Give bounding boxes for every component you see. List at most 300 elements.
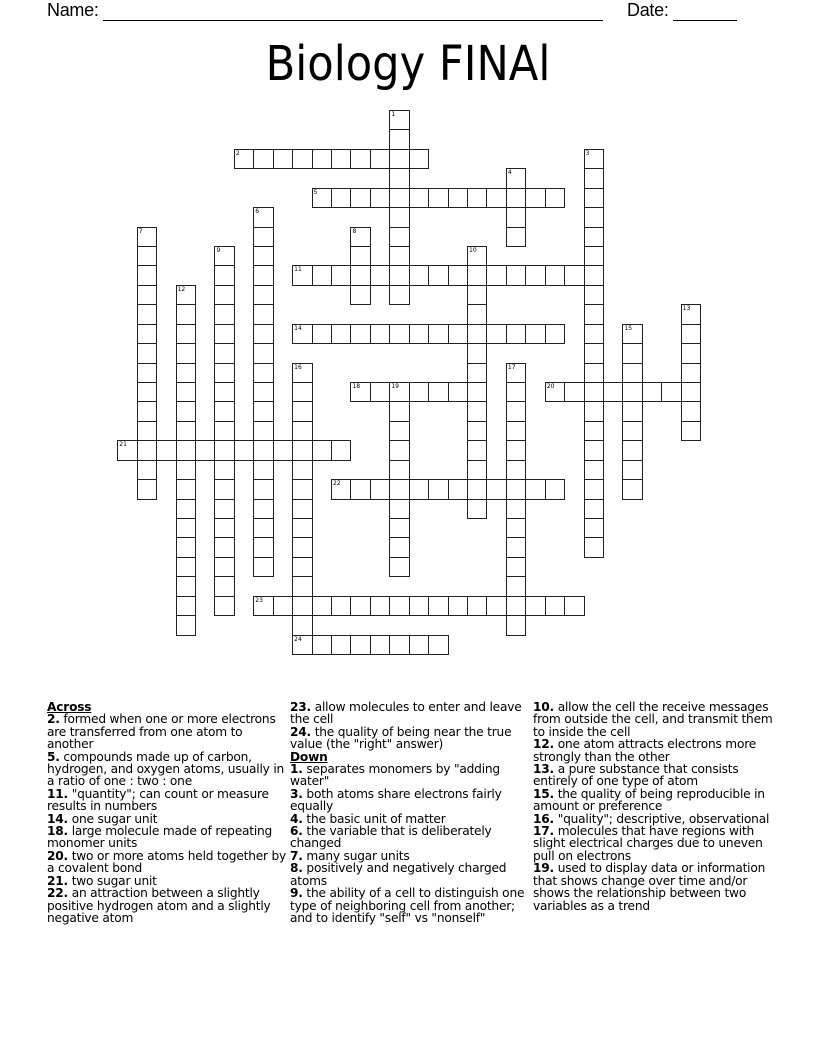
grid-cell[interactable] (525, 479, 545, 499)
grid-cell[interactable] (564, 596, 584, 616)
grid-cell[interactable] (195, 440, 215, 460)
grid-cell[interactable] (584, 440, 604, 460)
grid-cell[interactable] (622, 343, 642, 363)
grid-cell[interactable] (389, 518, 409, 538)
clue-number-label: 1. (290, 762, 303, 777)
grid-cell[interactable] (214, 440, 234, 460)
grid-cell[interactable] (506, 401, 526, 421)
grid-cell[interactable] (156, 440, 176, 460)
clue-text: an attraction between a slightly positive hydrogen atom and a slightly negative atom (47, 886, 271, 925)
clue-down-item (290, 887, 535, 924)
grid-cell[interactable] (642, 382, 662, 402)
grid-cell[interactable] (584, 343, 604, 363)
page-title: Biology FINAl (265, 36, 551, 92)
grid-cell[interactable] (253, 246, 273, 266)
grid-cell[interactable] (176, 576, 196, 596)
grid-cell[interactable] (137, 401, 157, 421)
grid-cell[interactable] (350, 479, 370, 499)
grid-cell[interactable] (506, 537, 526, 557)
grid-cell[interactable] (176, 421, 196, 441)
grid-cell[interactable] (214, 401, 234, 421)
grid-cell[interactable] (506, 188, 526, 208)
grid-cell[interactable] (176, 324, 196, 344)
clue-text: "quantity"; can count or measure results in numbers (47, 786, 269, 814)
grid-cell[interactable] (409, 382, 429, 402)
grid-cell[interactable] (214, 324, 234, 344)
grid-cell[interactable] (428, 635, 448, 655)
grid-cell[interactable] (506, 324, 526, 344)
grid-cell[interactable] (253, 499, 273, 519)
clue-number: 13 (682, 305, 691, 313)
grid-cell[interactable] (350, 246, 370, 266)
grid-cell[interactable] (389, 110, 409, 130)
grid-cell[interactable] (681, 324, 701, 344)
grid-cell[interactable] (253, 382, 273, 402)
grid-cell[interactable] (622, 421, 642, 441)
grid-cell[interactable] (467, 324, 487, 344)
grid-cell[interactable] (331, 479, 351, 499)
grid-cell[interactable] (331, 265, 351, 285)
grid-cell[interactable] (176, 460, 196, 480)
grid-cell[interactable] (312, 188, 332, 208)
grid-cell[interactable] (584, 401, 604, 421)
grid-cell[interactable] (137, 382, 157, 402)
grid-cell[interactable] (253, 207, 273, 227)
grid-cell[interactable] (428, 596, 448, 616)
grid-cell[interactable] (350, 149, 370, 169)
grid-cell[interactable] (486, 324, 506, 344)
grid-cell[interactable] (622, 479, 642, 499)
grid-cell[interactable] (467, 246, 487, 266)
grid-cell[interactable] (253, 518, 273, 538)
grid-cell[interactable] (448, 596, 468, 616)
grid-cell[interactable] (467, 285, 487, 305)
grid-cell[interactable] (506, 460, 526, 480)
grid-cell[interactable] (350, 635, 370, 655)
grid-cell[interactable] (176, 479, 196, 499)
grid-cell[interactable] (389, 382, 409, 402)
grid-cell[interactable] (467, 188, 487, 208)
grid-cell[interactable] (389, 129, 409, 149)
grid-cell[interactable] (312, 440, 332, 460)
clues-column-3 (533, 701, 778, 912)
grid-cell[interactable] (486, 596, 506, 616)
grid-cell[interactable] (525, 188, 545, 208)
grid-cell[interactable] (350, 227, 370, 247)
grid-cell[interactable] (467, 479, 487, 499)
clue-text: allow molecules to enter and leave the cell (290, 700, 522, 727)
grid-cell[interactable] (234, 149, 254, 169)
grid-cell[interactable] (584, 537, 604, 557)
grid-cell[interactable] (467, 363, 487, 383)
grid-cell[interactable] (137, 421, 157, 441)
grid-cell[interactable] (681, 304, 701, 324)
grid-cell[interactable] (428, 479, 448, 499)
grid-cell[interactable] (448, 382, 468, 402)
grid-cell[interactable] (584, 518, 604, 538)
grid-cell[interactable] (389, 324, 409, 344)
grid-cell[interactable] (370, 265, 390, 285)
grid-cell[interactable] (292, 440, 312, 460)
grid-cell[interactable] (389, 557, 409, 577)
grid-cell[interactable] (214, 557, 234, 577)
grid-cell[interactable] (350, 324, 370, 344)
grid-cell[interactable] (292, 518, 312, 538)
clue-number: 21 (119, 441, 127, 449)
grid-cell[interactable] (584, 246, 604, 266)
grid-cell[interactable] (545, 188, 565, 208)
grid-cell[interactable] (137, 324, 157, 344)
grid-cell[interactable] (448, 188, 468, 208)
grid-cell[interactable] (176, 304, 196, 324)
grid-cell[interactable] (486, 479, 506, 499)
grid-cell[interactable] (622, 324, 642, 344)
grid-cell[interactable] (389, 227, 409, 247)
grid-cell[interactable] (584, 499, 604, 519)
grid-cell[interactable] (214, 576, 234, 596)
grid-cell[interactable] (428, 188, 448, 208)
grid-cell[interactable] (525, 596, 545, 616)
grid-cell[interactable] (584, 304, 604, 324)
grid-cell[interactable] (661, 382, 681, 402)
grid-cell[interactable] (370, 324, 390, 344)
grid-cell[interactable] (584, 227, 604, 247)
grid-cell[interactable] (389, 265, 409, 285)
grid-cell[interactable] (253, 324, 273, 344)
grid-cell[interactable] (176, 615, 196, 635)
grid-cell[interactable] (389, 285, 409, 305)
grid-cell[interactable] (370, 149, 390, 169)
grid-cell[interactable] (409, 265, 429, 285)
clue-number: 7 (138, 227, 143, 235)
grid-cell[interactable] (370, 596, 390, 616)
grid-cell[interactable] (389, 635, 409, 655)
grid-cell[interactable] (467, 382, 487, 402)
grid-cell[interactable] (681, 363, 701, 383)
grid-cell[interactable] (389, 499, 409, 519)
grid-cell[interactable] (545, 479, 565, 499)
grid-cell[interactable] (214, 518, 234, 538)
grid-cell[interactable] (409, 149, 429, 169)
grid-cell[interactable] (331, 635, 351, 655)
clue-text: used to display data or information that shows change over time and/or shows the relationship between two variables as a trend (533, 861, 766, 913)
grid-cell[interactable] (176, 596, 196, 616)
grid-cell[interactable] (214, 246, 234, 266)
grid-cell[interactable] (176, 440, 196, 460)
grid-cell[interactable] (137, 343, 157, 363)
clue-number-label: 18. (47, 824, 68, 839)
grid-cell[interactable] (681, 401, 701, 421)
grid-cell[interactable] (137, 227, 157, 247)
grid-cell[interactable] (389, 246, 409, 266)
grid-cell[interactable] (467, 440, 487, 460)
grid-cell[interactable] (331, 324, 351, 344)
grid-cell[interactable] (214, 460, 234, 480)
grid-cell[interactable] (428, 382, 448, 402)
grid-cell[interactable] (584, 363, 604, 383)
grid-cell[interactable] (350, 188, 370, 208)
grid-cell[interactable] (292, 537, 312, 557)
grid-cell[interactable] (584, 188, 604, 208)
clue-down-item (290, 862, 535, 887)
grid-cell[interactable] (292, 363, 312, 383)
grid-cell[interactable] (117, 440, 137, 460)
name-label: Name: (47, 0, 99, 20)
grid-cell[interactable] (214, 304, 234, 324)
grid-cell[interactable] (214, 363, 234, 383)
grid-cell[interactable] (137, 460, 157, 480)
grid-cell[interactable] (253, 440, 273, 460)
grid-cell[interactable] (506, 440, 526, 460)
grid-cell[interactable] (525, 324, 545, 344)
grid-cell[interactable] (214, 499, 234, 519)
grid-cell[interactable] (506, 615, 526, 635)
grid-cell[interactable] (622, 440, 642, 460)
grid-cell[interactable] (253, 265, 273, 285)
grid-cell[interactable] (253, 401, 273, 421)
grid-cell[interactable] (253, 363, 273, 383)
grid-cell[interactable] (370, 479, 390, 499)
grid-cell[interactable] (350, 382, 370, 402)
grid-cell[interactable] (292, 265, 312, 285)
grid-cell[interactable] (137, 285, 157, 305)
grid-cell[interactable] (389, 188, 409, 208)
grid-cell[interactable] (253, 421, 273, 441)
grid-cell[interactable] (214, 421, 234, 441)
grid-cell[interactable] (467, 460, 487, 480)
grid-cell[interactable] (681, 343, 701, 363)
grid-cell[interactable] (389, 440, 409, 460)
grid-cell[interactable] (214, 479, 234, 499)
grid-cell[interactable] (214, 285, 234, 305)
grid-cell[interactable] (389, 596, 409, 616)
grid-cell[interactable] (506, 557, 526, 577)
clue-number: 15 (624, 324, 633, 332)
grid-cell[interactable] (428, 324, 448, 344)
grid-cell[interactable] (176, 401, 196, 421)
grid-cell[interactable] (273, 149, 293, 169)
clues-column-1 (47, 701, 292, 924)
grid-cell[interactable] (467, 343, 487, 363)
grid-cell[interactable] (253, 537, 273, 557)
clue-down-item (533, 825, 778, 862)
grid-cell[interactable] (467, 401, 487, 421)
clue-text: the ability of a cell to distinguish one type of neighboring cell from another; and to identify "self" vs "nonself" (290, 886, 525, 925)
grid-cell[interactable] (176, 363, 196, 383)
grid-cell[interactable] (312, 265, 332, 285)
grid-cell[interactable] (214, 537, 234, 557)
clue-text: molecules that have regions with slight electrical charges due to uneven pull on electrons (533, 824, 763, 863)
grid-cell[interactable] (253, 149, 273, 169)
grid-cell[interactable] (331, 188, 351, 208)
grid-cell[interactable] (312, 149, 332, 169)
grid-cell[interactable] (467, 421, 487, 441)
grid-cell[interactable] (331, 596, 351, 616)
clue-number-label: 16. (533, 811, 554, 826)
grid-cell[interactable] (584, 168, 604, 188)
grid-cell[interactable] (428, 265, 448, 285)
grid-cell[interactable] (292, 382, 312, 402)
grid-cell[interactable] (253, 596, 273, 616)
grid-cell[interactable] (467, 499, 487, 519)
grid-cell[interactable] (292, 635, 312, 655)
grid-cell[interactable] (467, 265, 487, 285)
grid-cell[interactable] (448, 265, 468, 285)
grid-cell[interactable] (176, 499, 196, 519)
grid-cell[interactable] (584, 207, 604, 227)
grid-cell[interactable] (331, 440, 351, 460)
grid-cell[interactable] (564, 382, 584, 402)
clue-across-item (47, 850, 292, 875)
grid-cell[interactable] (292, 596, 312, 616)
grid-cell[interactable] (370, 635, 390, 655)
grid-cell[interactable] (525, 265, 545, 285)
grid-cell[interactable] (292, 460, 312, 480)
grid-cell[interactable] (389, 479, 409, 499)
grid-cell[interactable] (409, 635, 429, 655)
grid-cell[interactable] (409, 324, 429, 344)
grid-cell[interactable] (292, 149, 312, 169)
grid-cell[interactable] (214, 343, 234, 363)
grid-cell[interactable] (253, 557, 273, 577)
grid-cell[interactable] (564, 265, 584, 285)
grid-cell[interactable] (409, 596, 429, 616)
grid-cell[interactable] (292, 615, 312, 635)
grid-cell[interactable] (506, 382, 526, 402)
grid-cell[interactable] (506, 499, 526, 519)
grid-cell[interactable] (584, 460, 604, 480)
grid-cell[interactable] (137, 440, 157, 460)
grid-cell[interactable] (409, 479, 429, 499)
grid-cell[interactable] (389, 168, 409, 188)
grid-cell[interactable] (467, 596, 487, 616)
grid-cell[interactable] (292, 401, 312, 421)
grid-cell[interactable] (681, 421, 701, 441)
grid-cell[interactable] (253, 479, 273, 499)
clue-number-label: 23. (290, 700, 311, 714)
grid-cell[interactable] (176, 518, 196, 538)
grid-cell[interactable] (545, 265, 565, 285)
grid-cell[interactable] (584, 324, 604, 344)
grid-cell[interactable] (506, 421, 526, 441)
grid-cell[interactable] (312, 635, 332, 655)
grid-cell[interactable] (137, 246, 157, 266)
grid-cell[interactable] (389, 149, 409, 169)
grid-cell[interactable] (292, 499, 312, 519)
grid-cell[interactable] (506, 596, 526, 616)
grid-cell[interactable] (137, 363, 157, 383)
grid-cell[interactable] (331, 149, 351, 169)
grid-cell[interactable] (137, 304, 157, 324)
grid-cell[interactable] (253, 460, 273, 480)
grid-cell[interactable] (273, 596, 293, 616)
grid-cell[interactable] (545, 382, 565, 402)
grid-cell[interactable] (137, 265, 157, 285)
grid-cell[interactable] (506, 168, 526, 188)
clue-number: 22 (333, 480, 341, 488)
grid-cell[interactable] (389, 460, 409, 480)
grid-cell[interactable] (389, 421, 409, 441)
grid-cell[interactable] (176, 557, 196, 577)
grid-cell[interactable] (506, 207, 526, 227)
grid-cell[interactable] (486, 188, 506, 208)
grid-cell[interactable] (506, 479, 526, 499)
grid-cell[interactable] (584, 421, 604, 441)
grid-cell[interactable] (312, 596, 332, 616)
grid-cell[interactable] (273, 440, 293, 460)
grid-cell[interactable] (622, 401, 642, 421)
grid-cell[interactable] (350, 285, 370, 305)
grid-cell[interactable] (506, 265, 526, 285)
grid-cell[interactable] (506, 227, 526, 247)
grid-cell[interactable] (467, 304, 487, 324)
clue-number-label: 21. (47, 873, 68, 888)
grid-cell[interactable] (584, 149, 604, 169)
grid-cell[interactable] (137, 479, 157, 499)
grid-cell[interactable] (253, 343, 273, 363)
clue-number: 23 (255, 596, 263, 604)
grid-cell[interactable] (176, 537, 196, 557)
clue-number: 8 (352, 227, 357, 235)
clue-number-label: 2. (47, 712, 60, 727)
grid-cell[interactable] (622, 460, 642, 480)
grid-cell[interactable] (253, 304, 273, 324)
grid-cell[interactable] (176, 382, 196, 402)
grid-cell[interactable] (176, 343, 196, 363)
grid-cell[interactable] (253, 285, 273, 305)
grid-cell[interactable] (389, 537, 409, 557)
grid-cell[interactable] (292, 557, 312, 577)
grid-cell[interactable] (545, 596, 565, 616)
clue-down-item (533, 738, 778, 763)
grid-cell[interactable] (584, 285, 604, 305)
grid-cell[interactable] (350, 265, 370, 285)
grid-cell[interactable] (681, 382, 701, 402)
grid-cell[interactable] (292, 479, 312, 499)
grid-cell[interactable] (292, 324, 312, 344)
grid-cell[interactable] (448, 324, 468, 344)
grid-cell[interactable] (350, 596, 370, 616)
grid-cell[interactable] (389, 401, 409, 421)
grid-cell[interactable] (584, 479, 604, 499)
grid-cell[interactable] (214, 382, 234, 402)
grid-cell[interactable] (584, 265, 604, 285)
grid-cell[interactable] (214, 265, 234, 285)
grid-cell[interactable] (506, 518, 526, 538)
grid-cell[interactable] (545, 324, 565, 344)
grid-cell[interactable] (409, 188, 429, 208)
grid-cell[interactable] (234, 440, 254, 460)
grid-cell[interactable] (292, 576, 312, 596)
grid-cell[interactable] (370, 188, 390, 208)
grid-cell[interactable] (584, 382, 604, 402)
grid-cell[interactable] (176, 285, 196, 305)
grid-cell[interactable] (486, 265, 506, 285)
grid-cell[interactable] (506, 363, 526, 383)
grid-cell[interactable] (622, 382, 642, 402)
grid-cell[interactable] (253, 227, 273, 247)
grid-cell[interactable] (622, 363, 642, 383)
grid-cell[interactable] (312, 324, 332, 344)
grid-cell[interactable] (448, 479, 468, 499)
grid-cell[interactable] (214, 596, 234, 616)
grid-cell[interactable] (292, 421, 312, 441)
grid-cell[interactable] (603, 382, 623, 402)
clue-across-item (47, 887, 292, 924)
grid-cell[interactable] (370, 382, 390, 402)
grid-cell[interactable] (506, 576, 526, 596)
grid-cell[interactable] (389, 207, 409, 227)
